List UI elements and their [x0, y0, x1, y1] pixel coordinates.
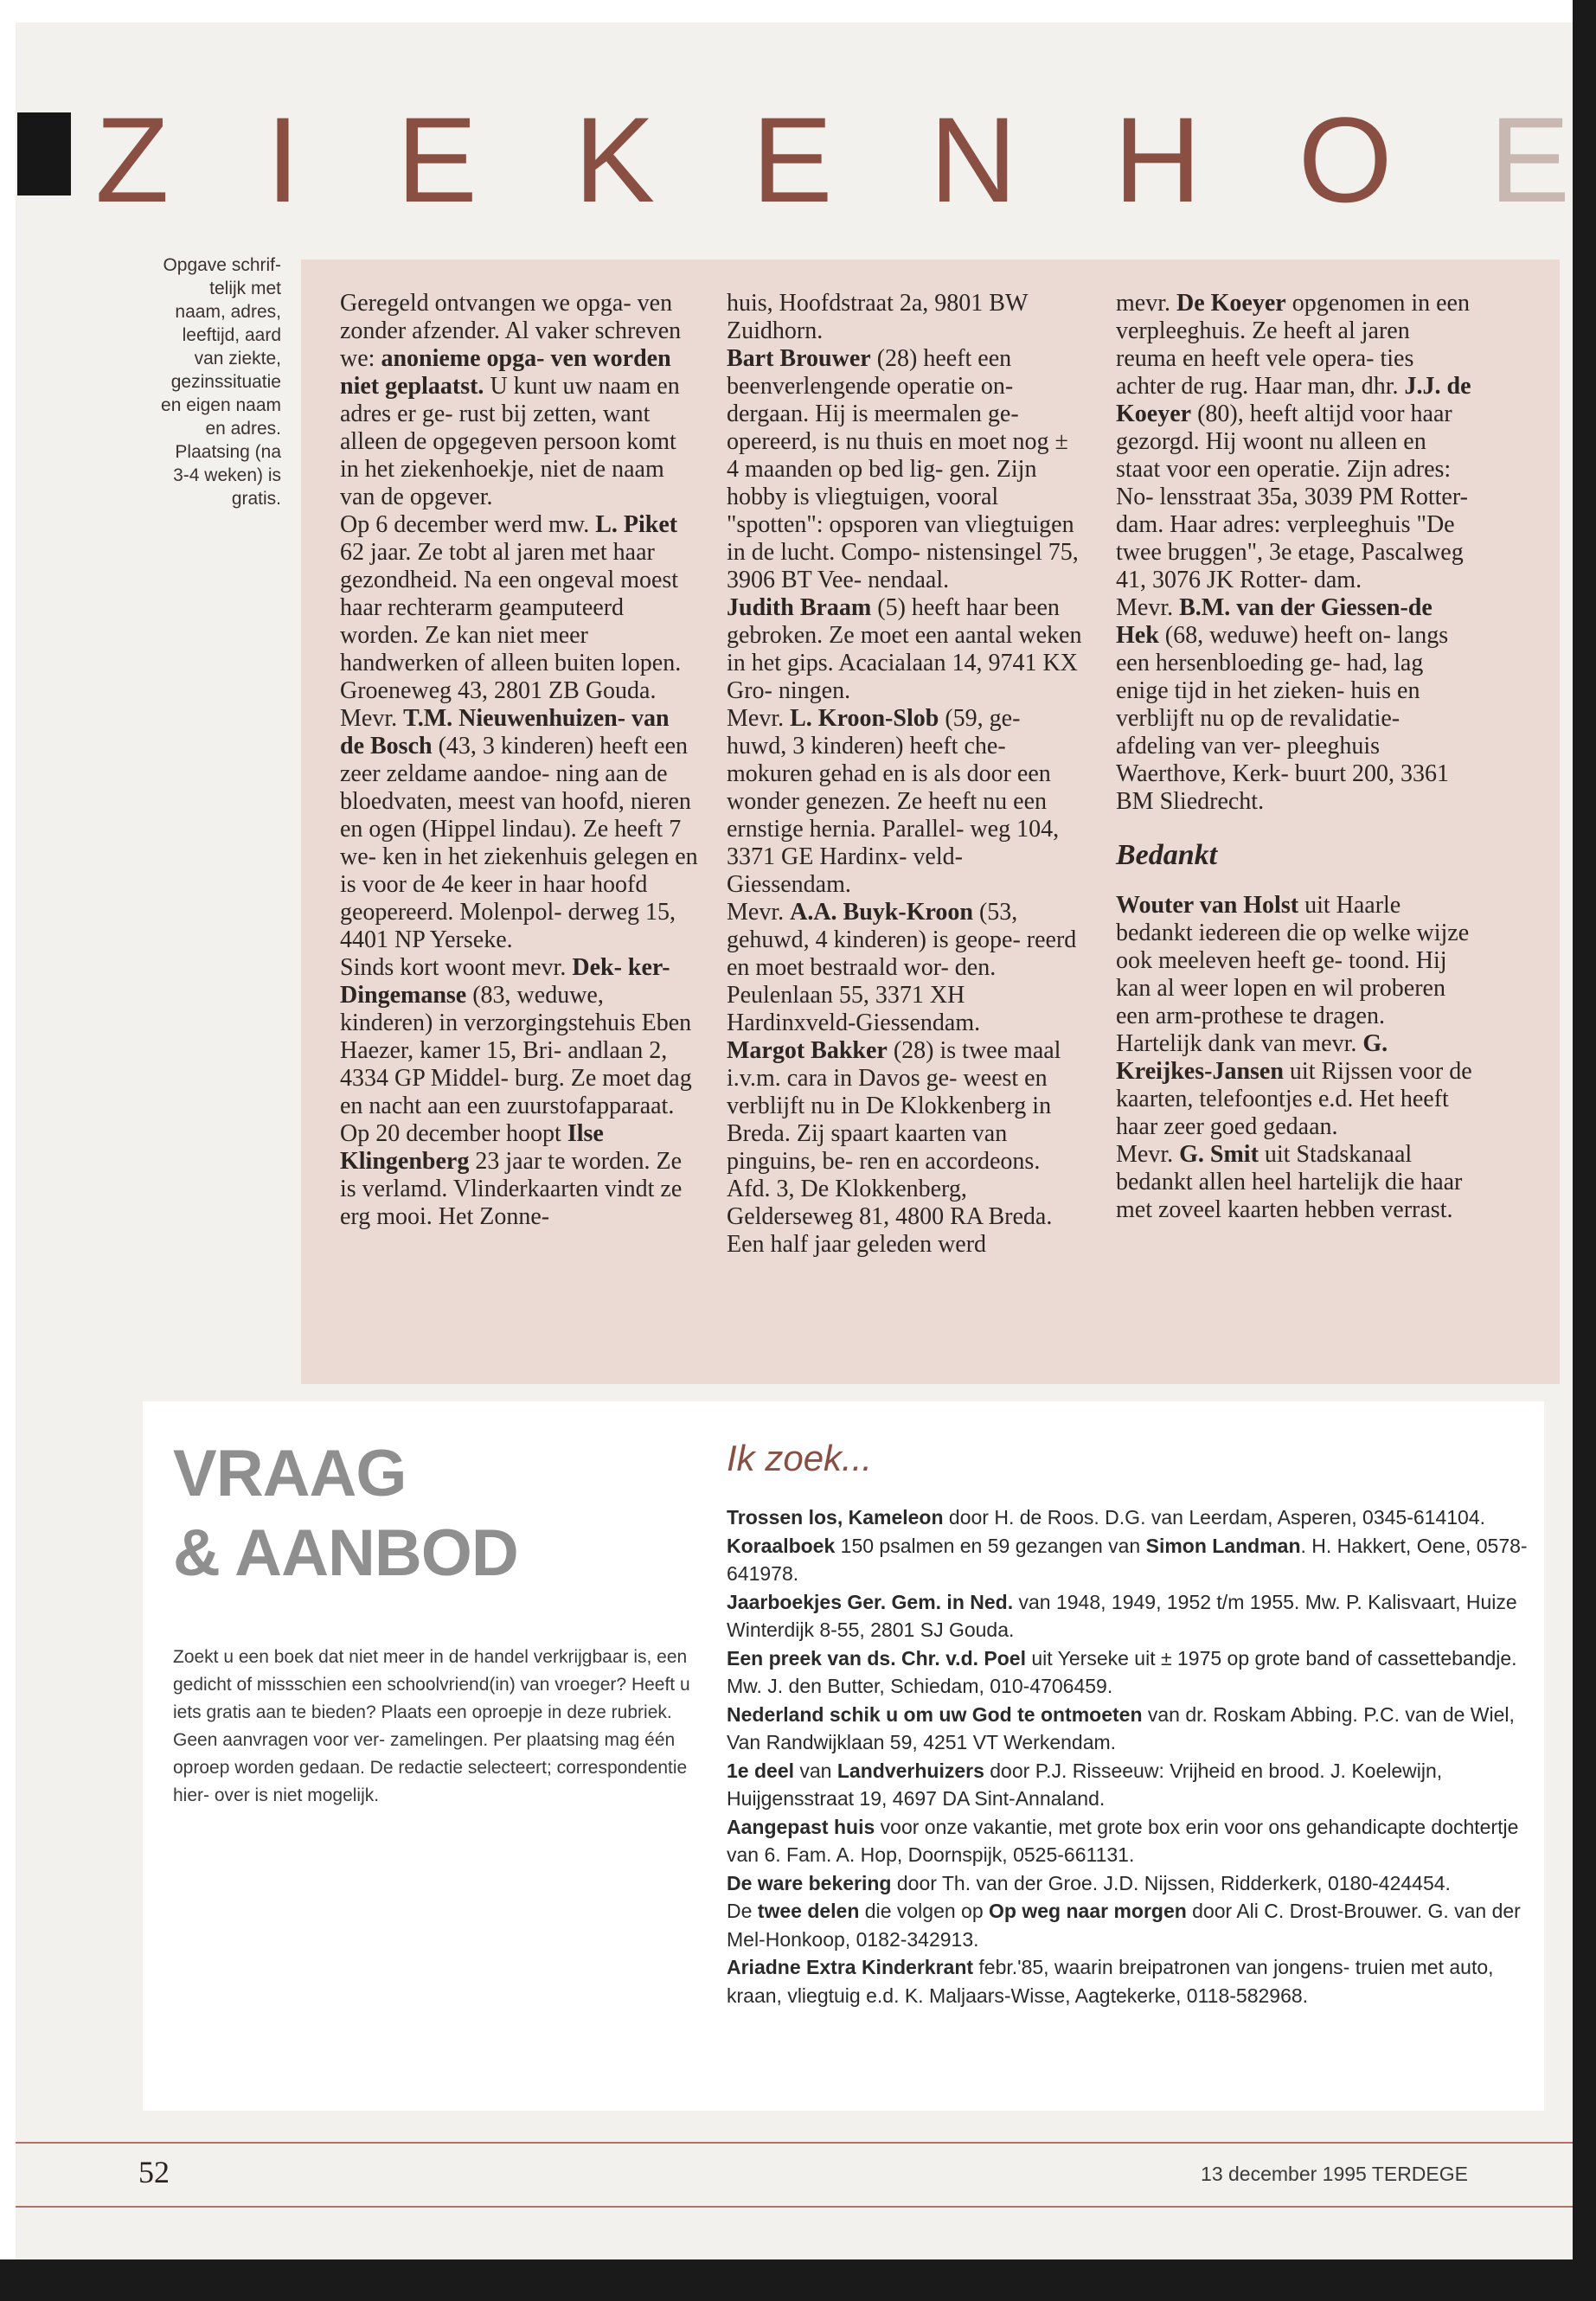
- paragraph: Mevr. A.A. Buyk-Kroon (53, gehuwd, 4 kinderen) is geope- reerd en moet bestraald wor- den. Peulenlaan 55, 3371 XH Hardinxveld-Giessendam.: [727, 899, 1077, 1036]
- ad-item: Ariadne Extra Kinderkrant febr.'85, waarin breipatronen van jongens- truien met auto, kraan, vliegtuig e.d. K. Maljaars-Wisse, Aagtekerke, 0118-582968.: [727, 1956, 1494, 2007]
- header-marker-block: [17, 112, 71, 195]
- sidenote-line: van ziekte,: [194, 349, 281, 369]
- sidenote-line: gezinssituatie: [170, 372, 281, 392]
- submission-sidenote: [125, 253, 281, 510]
- article-column-1: [340, 290, 699, 1231]
- title-letter: Z: [95, 92, 170, 228]
- ad-item: De twee delen die volgen op Op weg naar morgen door Ali C. Drost-Brouwer. G. van der Mel-Honkoop, 0182-342913.: [727, 1900, 1521, 1951]
- sidenote-line: telijk met: [209, 279, 281, 298]
- scan-edge-right: [1573, 0, 1596, 2301]
- paragraph: Mevr. L. Kroon-Slob (59, ge- huwd, 3 kinderen) heeft che- mokuren gehad en is als door een wonder genezen. Ze heeft nu een ernstige hernia. Parallel- weg 104, 3371 GE Hardinx- veld-Giessendam.: [727, 705, 1060, 898]
- paragraph: huis, Hoofdstraat 2a, 9801 BW Zuidhorn.: [727, 290, 1028, 344]
- sidenote-line: naam, adres,: [175, 302, 281, 322]
- paragraph: Margot Bakker (28) is twee maal i.v.m. cara in Davos ge- weest en verblijft nu in De Klokkenberg in Breda. Zij spaart kaarten van pinguins, be- ren en accordeons. Afd. 3, De Klokkenberg, Gelderseweg 81, 4800 RA Breda.: [727, 1037, 1061, 1230]
- paragraph: Sinds kort woont mevr. Dek- ker-Dingemanse (83, weduwe, kinderen) in verzorgingstehuis Eben Haezer, kamer 15, Bri- andlaan 2, 4334 GP Middel- burg. Ze moet dag en nacht aan een zuurstofapparaat.: [340, 954, 692, 1119]
- vraag-aanbod-title: VRAAG & AANBOD: [173, 1437, 518, 1590]
- title-letter: E: [752, 92, 833, 228]
- title-letter: E: [1489, 92, 1570, 228]
- paragraph: Geregeld ontvangen we opga- ven zonder afzender. Al vaker schreven we: anonieme opga- ven worden niet geplaatst. U kunt uw naam en adres er ge- rust bij zetten, want alleen de opgegeven persoon komt in het ziekenhoekje, niet de naam van de opgever.: [340, 290, 682, 510]
- paragraph: mevr. De Koeyer opgenomen in een verpleeghuis. Ze heeft al jaren reuma en heeft vele opera- ties achter de rug. Haar man, dhr. J.J. de Koeyer (80), heeft altijd voor haar gezorgd. Hij woont nu alleen en staat voor een operatie. Zijn adres: No- lensstraat 35a, 3039 PM Rotter- dam. Haar adres: verpleeghuis "De twee bruggen", 3e etage, Pascalweg 41, 3076 JK Rotter- dam.: [1116, 290, 1471, 593]
- article-column-2: [727, 290, 1086, 1259]
- sidenote-line: 3-4 weken) is: [173, 465, 281, 485]
- paragraph: Wouter van Holst uit Haarle bedankt iedereen die op welke wijze ook meeleven heeft ge- toond. Hij kan al weer lopen en wil proberen een arm-prothese te dragen.: [1116, 892, 1470, 1029]
- ik-zoek-heading: Ik zoek...: [727, 1438, 873, 1478]
- title-letter: N: [929, 92, 1017, 228]
- sidenote-line: en eigen naam: [161, 395, 281, 415]
- ad-item: Koraalboek 150 psalmen en 59 gezangen van Simon Landman. H. Hakkert, Oene, 0578-641978.: [727, 1534, 1528, 1585]
- sidenote-line: leeftijd, aard: [182, 325, 281, 345]
- sidenote-line: Opgave schrif-: [163, 255, 281, 275]
- sidenote-line: Plaatsing (na: [175, 442, 281, 462]
- scan-edge-bottom: [0, 2259, 1596, 2301]
- title-letter: K: [574, 92, 656, 228]
- footer-rule-top: [16, 2142, 1573, 2144]
- section-title-ziekenhoekje: [95, 82, 1570, 238]
- title-letter: H: [1113, 92, 1202, 228]
- sidenote-line: en adres.: [205, 419, 281, 439]
- vraag-aanbod-intro: Zoekt u een boek dat niet meer in de handel verkrijgbaar is, een gedicht of missschien een schoolvriend(in) van vroeger? Heeft u iets gratis aan te bieden? Plaats een oproepje in deze rubriek. Geen aanvragen voor ver- zamelingen. Per plaatsing mag één oproep worden gedaan. De redactie selecteert; correspondentie hier- over is niet mogelijk.: [173, 1647, 690, 1805]
- ads-list: [727, 1503, 1540, 2009]
- paragraph: Op 20 december hoopt Ilse Klingenberg 23 jaar te worden. Ze is verlamd. Vlinderkaarten vindt ze erg mooi. Het Zonne-: [340, 1120, 683, 1230]
- sidenote-line: gratis.: [231, 489, 281, 509]
- page-number: 52: [138, 2155, 170, 2189]
- ad-item: Jaarboekjes Ger. Gem. in Ned. van 1948, 1949, 1952 t/m 1955. Mw. P. Kalisvaart, Huize Winterdijk 8-55, 2801 SJ Gouda.: [727, 1590, 1517, 1641]
- ad-item: 1e deel van Landverhuizers door P.J. Risseeuw: Vrijheid en brood. J. Koelewijn, Huijgensstraat 19, 4697 DA Sint-Annaland.: [727, 1759, 1443, 1810]
- title-letter: E: [396, 92, 478, 228]
- title-letter: O: [1298, 92, 1393, 228]
- top-margin: [0, 0, 1596, 22]
- paragraph: Bart Brouwer (28) heeft een beenverlengende operatie on- dergaan. Hij is meermalen ge- opereerd, is nu thuis en moet nog ± 4 maanden op bed lig- gen. Zijn hobby is vliegtuigen, vooral "spotten": opsporen van vliegtuigen in de lucht. Compo- nistensingel 75, 3906 BT Vee- nendaal.: [727, 345, 1079, 593]
- paragraph: Een half jaar geleden werd: [727, 1231, 987, 1258]
- paragraph: Mevr. T.M. Nieuwenhuizen- van de Bosch (43, 3 kinderen) heeft een zeer zeldame aandoe- ning aan de bloedvaten, meest van hoofd, nieren en ogen (Hippel lindau). Ze heeft 7 we- ken in het ziekenhuis gelegen en is voor de 4e keer in haar hoofd geopereerd. Molenpol- derweg 15, 4401 NP Yerseke.: [340, 705, 698, 953]
- paragraph: Judith Braam (5) heeft haar been gebroken. Ze moet een aantal weken in het gips. Acacialaan 14, 9741 KX Gro- ningen.: [727, 594, 1082, 704]
- issue-date: 13 december 1995 TERDEGE: [1201, 2163, 1468, 2185]
- paragraph: Mevr. G. Smit uit Stadskanaal bedankt allen heel hartelijk die haar met zoveel kaarten hebben verrast.: [1116, 1141, 1463, 1223]
- ad-item: Een preek van ds. Chr. v.d. Poel uit Yerseke uit ± 1975 op grote band of cassettebandje. Mw. J. den Butter, Schiedam, 010-4706459.: [727, 1646, 1517, 1697]
- footer-rule-bottom: [16, 2206, 1573, 2208]
- title-letter: I: [266, 92, 300, 228]
- ad-item: Aangepast huis voor onze vakantie, met grote box erin voor ons gehandicapte dochtertje van 6. Fam. A. Hop, Doornspijk, 0525-661131.: [727, 1815, 1519, 1866]
- article-column-3: [1116, 290, 1475, 1224]
- ad-item: De ware bekering door Th. van der Groe. J.D. Nijssen, Ridderkerk, 0180-424454.: [727, 1871, 1451, 1894]
- bedankt-heading: Bedankt: [1116, 839, 1218, 871]
- paragraph: Mevr. B.M. van der Giessen-de Hek (68, weduwe) heeft on- langs een hersenbloeding ge- had, lag enige tijd in het zieken- huis en verblijft nu op de revalidatie-afdeling van ver- pleeghuis Waerthove, Kerk- buurt 200, 3361 BM Sliedrecht.: [1116, 594, 1449, 815]
- ad-item: Nederland schik u om uw God te ontmoeten van dr. Roskam Abbing. P.C. van de Wiel, Van Randwijklaan 59, 4251 VT Werkendam.: [727, 1702, 1515, 1753]
- ad-item: Trossen los, Kameleon door H. de Roos. D.G. van Leerdam, Asperen, 0345-614104.: [727, 1506, 1486, 1529]
- paragraph: Hartelijk dank van mevr. G. Kreijkes-Jansen uit Rijssen voor de kaarten, telefoontjes e.d. Het heeft haar zeer goed gedaan.: [1116, 1030, 1472, 1140]
- paragraph: Op 6 december werd mw. L. Piket 62 jaar. Ze tobt al jaren met haar gezondheid. Na een ongeval moest haar rechterarm geamputeerd worden. Ze kan niet meer handwerken of alleen buiten lopen. Groeneweg 43, 2801 ZB Gouda.: [340, 511, 682, 704]
